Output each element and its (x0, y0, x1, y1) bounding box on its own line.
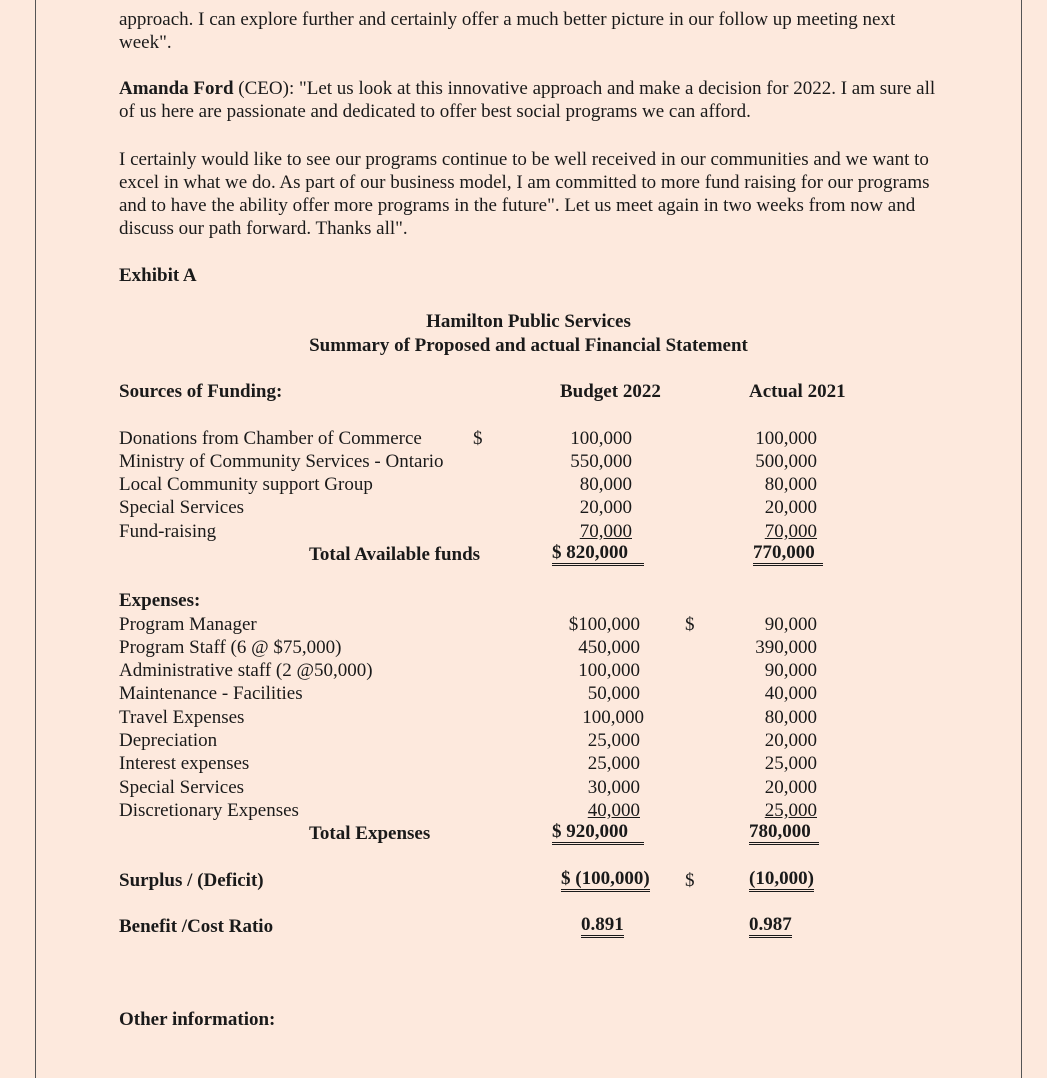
funding-budget-value: 70,000 (579, 521, 632, 542)
speaker-name: Amanda Ford (119, 78, 234, 99)
page-border-left (35, 0, 36, 1078)
total-expenses-label: Total Expenses (309, 823, 431, 844)
other-info-heading: Other information: (119, 1009, 276, 1030)
total-funds-label: Total Available funds (309, 544, 481, 565)
speaker-text: (CEO): "Let us look at this innovative approach and make a decision for 2022. I am sure all of us here are passionate and dedicated to offer best social programs we can afford. (119, 78, 936, 122)
currency-symbol: $ (473, 428, 483, 449)
total-expenses-actual: 780,000 (749, 822, 819, 845)
expense-budget-value: 25,000 (587, 753, 640, 774)
expense-row-label: Interest expenses (119, 753, 250, 774)
expense-actual-value: 90,000 (764, 660, 817, 681)
funding-heading: Sources of Funding: (119, 381, 283, 402)
currency-symbol: $ (685, 614, 695, 635)
column-budget-header: Budget 2022 (560, 381, 661, 402)
statement-title: Summary of Proposed and actual Financial Statement (309, 335, 748, 356)
column-actual-header: Actual 2021 (749, 381, 846, 402)
currency-symbol: $ (685, 870, 695, 891)
surplus-actual: (10,000) (749, 869, 814, 892)
funding-budget-value: 550,000 (570, 451, 632, 472)
total-funds-budget: $ 820,000 (552, 543, 644, 566)
funding-row-label: Special Services (119, 497, 245, 518)
expense-budget-value: 450,000 (578, 637, 640, 658)
expense-actual-value: 20,000 (764, 777, 817, 798)
surplus-label: Surplus / (Deficit) (119, 870, 264, 891)
expense-actual-value: 20,000 (764, 730, 817, 751)
funding-budget-value: 80,000 (579, 474, 632, 495)
exhibit-label: Exhibit A (119, 265, 197, 286)
funding-budget-value: 100,000 (570, 428, 632, 449)
paragraph-intro: approach. I can explore further and certainly offer a much better picture in our follow up meeting next week". (119, 9, 896, 53)
expense-actual-value: 90,000 (764, 614, 817, 635)
funding-actual-value: 20,000 (764, 497, 817, 518)
expense-row-label: Maintenance - Facilities (119, 683, 303, 704)
surplus-budget: $ (100,000) (561, 869, 650, 892)
ratio-label: Benefit /Cost Ratio (119, 916, 274, 937)
total-expenses-budget: $ 920,000 (552, 822, 644, 845)
funding-row-label: Donations from Chamber of Commerce (119, 428, 422, 449)
ratio-budget: 0.891 (581, 915, 624, 938)
expense-row-label: Discretionary Expenses (119, 800, 299, 821)
expense-budget-value: 50,000 (587, 683, 640, 704)
expense-budget-value: 100,000 (582, 707, 644, 728)
expense-budget-value: 100,000 (578, 660, 640, 681)
expense-row-label: Program Staff (6 @ $75,000) (119, 637, 342, 658)
page-border-right (1021, 0, 1022, 1078)
paragraph-closing: I certainly would like to see our programs continue to be well received in our communities and we want to excel in what we do. As part of our business model, I am committed to more fund raising for our programs and to have the ability offer more programs in the future". Let us meet again in two weeks from now and discuss our path forward. Thanks all". (119, 149, 930, 239)
expense-budget-value: 25,000 (587, 730, 640, 751)
funding-row-label: Local Community support Group (119, 474, 373, 495)
total-funds-actual: 770,000 (753, 543, 823, 566)
expense-row-label: Administrative staff (2 @50,000) (119, 660, 373, 681)
expenses-heading: Expenses: (119, 590, 201, 611)
expense-actual-value: 25,000 (764, 800, 817, 821)
funding-actual-value: 70,000 (764, 521, 817, 542)
expense-budget-value: 40,000 (587, 800, 640, 821)
paragraph-ceo (119, 77, 949, 123)
expense-actual-value: 390,000 (755, 637, 817, 658)
funding-actual-value: 100,000 (755, 428, 817, 449)
expense-row-label: Depreciation (119, 730, 218, 751)
expense-budget-value: 30,000 (587, 777, 640, 798)
expense-row-label: Special Services (119, 777, 245, 798)
expense-budget-value: $100,000 (568, 614, 640, 635)
ratio-actual: 0.987 (749, 915, 792, 938)
funding-row-label: Fund-raising (119, 521, 217, 542)
funding-actual-value: 500,000 (755, 451, 817, 472)
funding-budget-value: 20,000 (579, 497, 632, 518)
expense-row-label: Travel Expenses (119, 707, 245, 728)
funding-actual-value: 80,000 (764, 474, 817, 495)
expense-actual-value: 80,000 (764, 707, 817, 728)
expense-actual-value: 25,000 (764, 753, 817, 774)
org-title: Hamilton Public Services (426, 311, 631, 332)
expense-actual-value: 40,000 (764, 683, 817, 704)
funding-row-label: Ministry of Community Services - Ontario (119, 451, 444, 472)
expense-row-label: Program Manager (119, 614, 257, 635)
